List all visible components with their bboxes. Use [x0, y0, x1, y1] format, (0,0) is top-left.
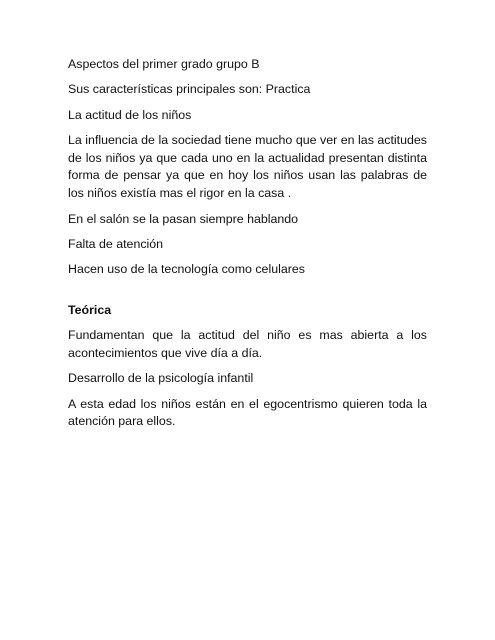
paragraph-society-influence: La influencia de la sociedad tiene mucho que ver en las actitudes de los niños ya que cada uno en la actualidad presentan distinta forma de pensar ya que en hoy los niños usan las palabras de los niños existía mas el rigor en la casa . [68, 132, 427, 201]
paragraph-characteristics: Sus características principales son: Practica [68, 82, 311, 97]
paragraph-title-line: Aspectos del primer grado grupo B [68, 57, 260, 71]
paragraph-egocentrism: A esta edad los niños están en el egocentrismo quieren toda la atención para ellos. [68, 396, 427, 429]
paragraph-technology: Hacen uso de la tecnología como celulares [68, 262, 305, 277]
paragraph-fundamentan: Fundamentan que la actitud del niño es mas abierta a los acontecimientos que vive día a día. [68, 328, 427, 361]
paragraph-children-attitude: La actitud de los niños [68, 107, 192, 122]
paragraph-attention: Falta de atención [68, 236, 164, 251]
document-body [68, 56, 427, 439]
paragraph-classroom: En el salón se la pasan siempre hablando [68, 211, 299, 226]
section-heading-teorica: Teórica [68, 302, 112, 317]
paragraph-psychology: Desarrollo de la psicología infantil [68, 371, 254, 386]
